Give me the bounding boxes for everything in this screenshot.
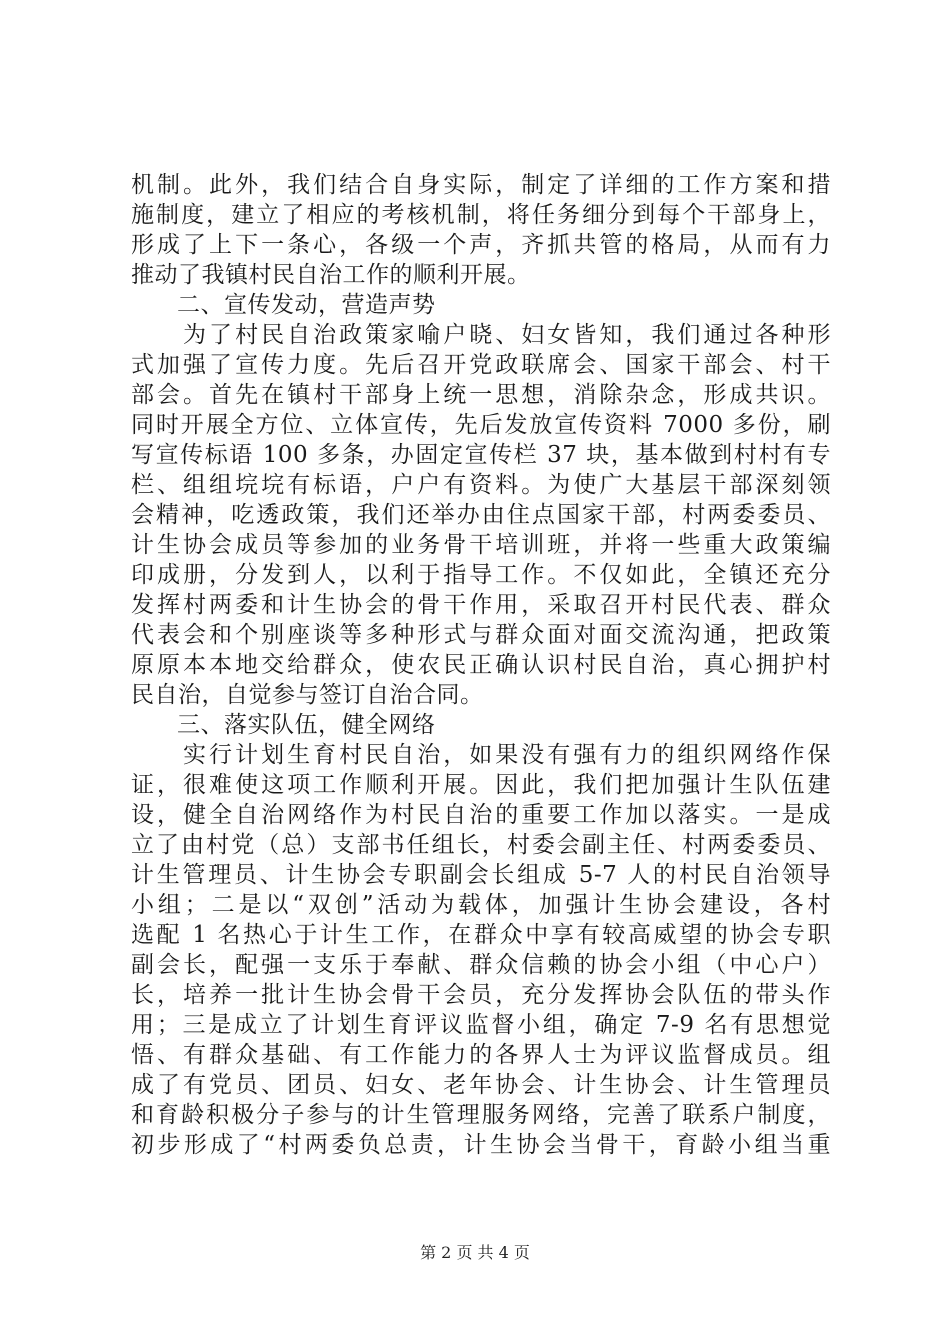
text-line: 证，很难使这项工作顺利开展。因此，我们把加强计生队伍建 [131, 772, 831, 798]
text-line: 式加强了宣传力度。先后召开党政联席会、国家干部会、村干 [131, 352, 831, 378]
text-line: 发挥村两委和计生协会的骨干作用，采取召开村民代表、群众 [131, 592, 831, 618]
text-line: 长，培养一批计生协会骨干会员，充分发挥协会队伍的带头作 [131, 982, 831, 1008]
text-line: 栏、组组垸垸有标语，户户有资料。为使广大基层干部深刻领 [131, 472, 831, 498]
section-heading: 三、落实队伍，健全网络 [177, 712, 436, 738]
text-line: 民自治，自觉参与签订自治合同。 [131, 682, 484, 708]
text-line: 小组；二是以“双创”活动为载体，加强计生协会建设，各村 [131, 892, 831, 918]
text-line: 写宣传标语 100 多条，办固定宣传栏 37 块，基本做到村村有专 [131, 442, 831, 468]
text-line: 为了村民自治政策家喻户晓、妇女皆知，我们通过各种形 [131, 322, 831, 348]
text-line: 实行计划生育村民自治，如果没有强有力的组织网络作保 [131, 742, 831, 768]
text-line: 立了由村党（总）支部书任组长，村委会副主任、村两委委员、 [131, 832, 831, 858]
text-line: 部会。首先在镇村干部身上统一思想，消除杂念，形成共识。 [131, 382, 831, 408]
body-text [131, 170, 831, 1160]
text-line: 原原本本地交给群众，使农民正确认识村民自治，真心拥护村 [131, 652, 831, 678]
text-line: 印成册，分发到人，以利于指导工作。不仅如此，全镇还充分 [131, 562, 831, 588]
text-line: 设，健全自治网络作为村民自治的重要工作加以落实。一是成 [131, 802, 831, 828]
text-line: 和育龄积极分子参与的计生管理服务网络，完善了联系户制度， [131, 1102, 831, 1128]
text-line: 计生管理员、计生协会专职副会长组成 5-7 人的村民自治领导 [131, 862, 831, 888]
text-line: 同时开展全方位、立体宣传，先后发放宣传资料 7000 多份，刷 [131, 412, 831, 438]
page-footer: 第 2 页 共 4 页 [420, 1243, 530, 1262]
text-line: 成了有党员、团员、妇女、老年协会、计生协会、计生管理员 [131, 1072, 831, 1098]
text-line: 施制度，建立了相应的考核机制，将任务细分到每个干部身上， [131, 202, 831, 228]
text-line: 用；三是成立了计划生育评议监督小组，确定 7-9 名有思想觉 [131, 1012, 831, 1038]
text-line: 初步形成了“村两委负总责，计生协会当骨干，育龄小组当重 [131, 1132, 831, 1158]
text-line: 副会长，配强一支乐于奉献、群众信赖的协会小组（中心户） [131, 952, 831, 978]
text-line: 机制。此外，我们结合自身实际，制定了详细的工作方案和措 [131, 172, 831, 198]
text-line: 悟、有群众基础、有工作能力的各界人士为评议监督成员。组 [131, 1042, 831, 1068]
text-line: 形成了上下一条心，各级一个声，齐抓共管的格局，从而有力 [131, 232, 831, 258]
text-line: 推动了我镇村民自治工作的顺利开展。 [131, 262, 531, 288]
section-heading: 二、宣传发动，营造声势 [177, 292, 436, 318]
text-line: 代表会和个别座谈等多种形式与群众面对面交流沟通，把政策 [131, 622, 831, 648]
text-line: 选配 1 名热心于计生工作，在群众中享有较高威望的协会专职 [131, 922, 831, 948]
text-line: 计生协会成员等参加的业务骨干培训班，并将一些重大政策编 [131, 532, 831, 558]
text-line: 会精神，吃透政策，我们还举办由住点国家干部，村两委委员、 [131, 502, 831, 528]
